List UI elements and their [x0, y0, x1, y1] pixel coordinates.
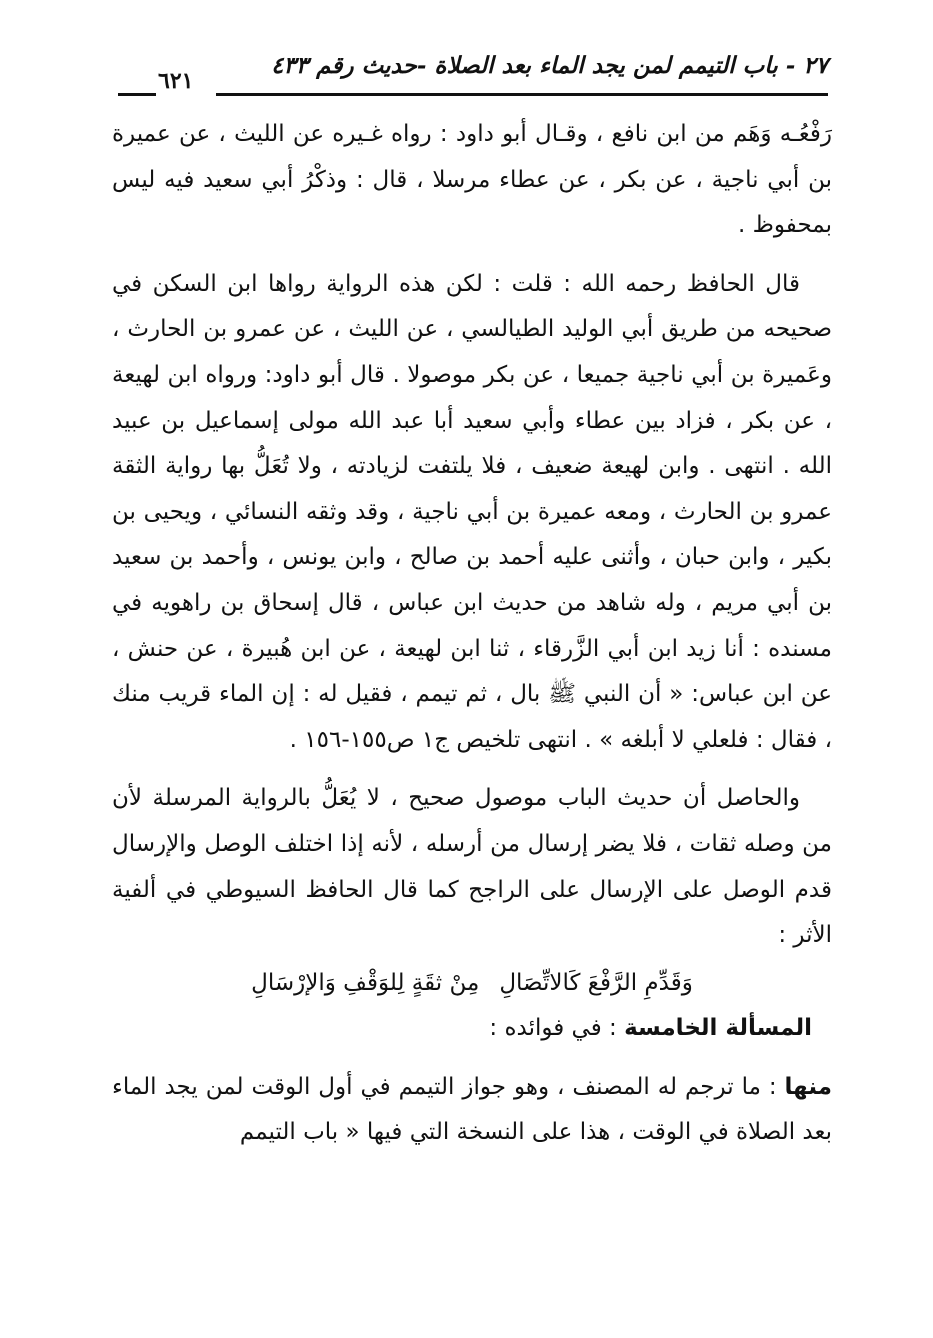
paragraph-2: قال الحافظ رحمه الله : قلت : لكن هذه الرواية رواها ابن السكن في صحيحه من طريق أبي الوليد الطيالسي ، عن الليث ، عن عمرو بن الحارث ، وعَميرة بن أبي ناجية جميعا ، عن بكر موصولا . قال أبو داود: ورواه ابن لهيعة ، عن بكر ، فزاد بين عطاء وأبي سعيد أبا عبد الله مولى إسماعيل بن عبيد الله . انتهى . وابن لهيعة ضعيف ، فلا يلتفت لزيادته ، ولا تُعَلُّ بها رواية الثقة عمرو بن الحارث ، ومعه عميرة بن أبي ناجية ، وقد وثقه النسائي ، ويحيى بن بكير ، وابن حبان ، وأثنى عليه أحمد بن صالح ، وابن يونس ، وأحمد بن سعيد بن أبي مريم ، وله شاهد من حديث ابن عباس ، قال إسحاق بن راهويه في مسنده : أنا زيد ابن أبي الزَّرقاء ، ثنا ابن لهيعة ، عن ابن هُبيرة ، عن حنش ، عن ابن عباس: « أن النبي ﷺ بال ، ثم تيمم ، فقيل له : إن الماء قريب منك ، فقال : فلعلي لا أبلغه » . انتهى تلخيص ج١ ص١٥٥-١٥٦ .: [112, 270, 832, 753]
verse-line: [112, 961, 832, 1007]
section-heading-suffix: : في فوائده :: [489, 1015, 617, 1042]
page-number-rule: [118, 93, 156, 96]
chapter-title: ٢٧ - باب التيمم لمن يجد الماء بعد الصلاة -حديث رقم ٤٣٣: [271, 52, 828, 79]
paragraph-4-text: : ما ترجم له المصنف ، وهو جواز التيمم في أول الوقت لمن يجد الماء بعد الصلاة في الوقت ، هذا على النسخة التي فيها « باب التيمم: [112, 1073, 832, 1146]
section-heading-line: [112, 1006, 832, 1052]
section-heading: المسألة الخامسة: [624, 1015, 812, 1042]
page-body: [112, 112, 832, 1156]
verse-first-hemistich: وَقَدِّمِ الرَّفْعَ كَالاتِّصَالِ: [499, 969, 693, 996]
verse-second-hemistich: مِنْ ثقَةٍ لِلوَقْفِ وَالإرْسَالِ: [251, 969, 480, 996]
header-rule: [216, 93, 828, 96]
paragraph-3: والحاصل أن حديث الباب موصول صحيح ، لا يُعَلُّ بالرواية المرسلة لأن من وصله ثقات ، فلا يضر إرسال من أرسله ، لأنه إذا اختلف الوصل والإرسال قدم الوصل على الإرسال على الراجح كما قال الحافظ السيوطي في ألفية الأثر :: [112, 785, 832, 949]
page-number: ٦٢١: [158, 68, 194, 94]
running-header: [118, 52, 828, 100]
paragraph-4-lead: منها: [784, 1073, 832, 1100]
paragraph-4: [112, 1065, 832, 1156]
paragraph-1: رَفْعُـه وَهَم من ابن نافع ، وقـال أبو داود : رواه غـيره عن الليث ، عن عميرة بن أبي ناجية ، عن بكر ، عن عطاء مرسلا ، قال : وذكْرُ أبي سعيد فيه ليس بمحفوظ .: [112, 121, 832, 239]
